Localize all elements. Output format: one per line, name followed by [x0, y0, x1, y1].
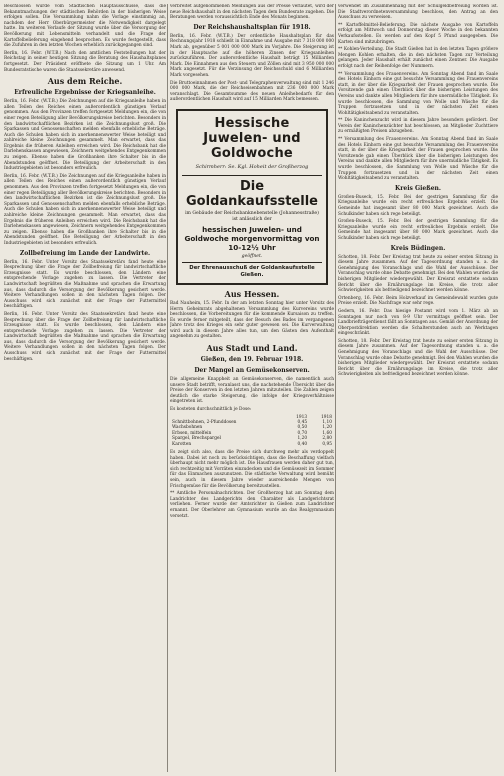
- price-table: [170, 415, 334, 447]
- table-header: 1913: [296, 414, 308, 420]
- paragraph: ** Amtliche Personalnachrichten. Der Großherzog hat am Sonntag dem Landrichter des Landgerichts den Charakter als Landgerichtsrat verliehen. Ferner wurde der Amtsrichter in Gießen zum Landrichter ernannt. Der Oberlehrer am Gymnasium wurde an das Realgymnasium versetzt.: [170, 491, 334, 519]
- table-cell: 0,45: [297, 420, 308, 426]
- paragraph: ** Kohlen-Verteilung. Die Stadt Gießen hat in den letzten Tagen größere Mengen Kohlen erhalten, die in den nächsten Tagen zur Verteilung gelangen. Jeder Haushalt erhält zunächst einen Zentner. Die Ausgabe erfolgt nach der Reihenfolge der Nummern.: [338, 47, 498, 69]
- ad-opened: geöffnet.: [241, 253, 263, 259]
- table-cell: 0,95: [322, 441, 332, 447]
- table-cell: 0,40: [297, 441, 308, 447]
- paragraph: Beschlossen wurde vom Städtischen Hauptausschusse, dass die Bekanntmachungen der städtischen Behörden in der bisherigen Weise erfolgen sollen. Die Versammlung nahm die Vorlage einstimmig an, nachdem der Herr Oberbürgermeister die Notwendigkeit dargelegt hatte. Im weiteren Verlaufe der Sitzung wurde über die Versorgung der Bevölkerung mit Lebensmitteln verhandelt und die Frage der Kartoffelbelieferung eingehend besprochen. Es wurde festgestellt, dass die Zufuhren in den letzten Wochen erheblich zurückgegangen sind.: [4, 4, 166, 49]
- paragraph: Die allgemeine Knappheit an Gemüsekonserven, die namentlich auch unsere Stadt betrifft, veranlasst uns, die nachstehende Übersicht über die Preise der Konserven in den letzten Jahren mitzuteilen. Die Zahlen zeigen deutlich die starke Steigerung, die infolge der Kriegsverhältnisse eingetreten ist.: [170, 377, 334, 405]
- paragraph: Ortenberg, 16. Febr. Beim Holzverkauf im Gemeindewald wurden gute Preise erzielt. Die Nachfrage war sehr rege.: [338, 295, 498, 307]
- paragraph: ** Die Kaninchenzucht wird in diesem Jahre besonders gefördert. Der Verein der Kaninchenzüchter hat beschlossen, an Mitglieder Zuchttiere zu ermäßigten Preisen abzugeben.: [338, 118, 498, 135]
- paragraph: Berlin, 16. Febr. (W.T.B.) Der ordentliche Haushaltsplan für das Rechnungsjahr 1918 schließt in Einnahme und Ausgabe mit 7 318 000 000 Mark ab, gegenüber 5 001 000 000 Mark im Vorjahre. Die Steigerung ist in der Hauptsache auf die höheren Zinsen der Kriegsanleihen zurückzuführen. Der außerordentliche Haushalt beträgt 15 Milliarden Mark. Die Einnahmen aus den Steuern und Zöllen sind mit 3 950 000 000 Mark angesetzt. Für die Verzinsung der Reichsschuld sind 6 Milliarden Mark vorgesehen.: [170, 33, 334, 78]
- table-cell: 1,20: [297, 436, 308, 442]
- section-heading: Aus Hessen.: [224, 288, 280, 299]
- ad-location: im Gebäude der Reichsbanknebenstelle (Johannesstraße) ist anlässlich der: [185, 210, 319, 222]
- paragraph: verwendet im Zusammenhang mit der Schulgeldbefreiung worden ist. Die Stadtverordnetenversammlung beschloss, den Antrag an den Ausschuss zu verweisen.: [338, 4, 498, 21]
- section-heading: Aus dem Reiche.: [47, 76, 123, 87]
- article-heading: Der Reichshaushaltsplan für 1918.: [193, 23, 311, 31]
- dateline: Gießen, den 19. Februar 1918.: [200, 356, 304, 364]
- table-cell: 1,20: [322, 425, 332, 431]
- table-cell: Schnittbohnen, 2-Pfunddosen: [172, 420, 237, 426]
- section-heading: Kreis Büdingen.: [390, 244, 446, 252]
- table-caption: Es kosteten durchschnittlich je Dose:: [170, 407, 252, 413]
- ad-subtitle: Schirmherr: Se. Kgl. Hoheit der Großherzog: [195, 163, 309, 170]
- paragraph: Berlin, 16. Febr. (W.T.B.) Die Zeichnungen auf die Kriegsanleihe haben in allen Teilen des Reiches einen außerordentlich günstigen Verlauf genommen. Aus den Provinzen treffen fortgesetzt Meldungen ein, die von einer regen Beteiligung aller Bevölkerungskreise berichten. Besonders in den landwirtschaftlichen Bezirken ist die Zeichnungslust groß. Die Sparkassen und Genossenschaften melden ebenfalls erhebliche Beträge. Auch die Schulen haben sich in anerkennenswerter Weise beteiligt und zahlreiche kleine Zeichnungen gesammelt. Man erwartet, dass das Ergebnis die früheren Anleihen erreichen wird. Die Reichsbank hat die Darlehenskassen angewiesen, Zeichnern weitgehendes Entgegenkommen zu zeigen. Ebenso haben die Großbanken ihre Schalter bis in die Abendstunden geöffnet. Die Beteiligung der Arbeiterschaft in den Industriegebieten ist besonders erfreulich.: [4, 99, 166, 172]
- paragraph: Berlin, 16. Febr. Unter Vorsitz des Staatssekretärs fand heute eine Besprechung über die Frage der Zollbefreiung für landwirtschaftliche Erzeugnisse statt. Es wurde beschlossen, den Ländern eine entsprechende Vorlage zugehen zu lassen. Die Vertreter der Landwirtschaft begrüßten die Maßnahme und sprachen die Erwartung aus, dass dadurch die Versorgung der Bevölkerung gesichert werde. Weitere Verhandlungen sollen in den nächsten Tagen folgen. Der Ausschuss wird sich zunächst mit der Frage der Futtermittel beschäftigen.: [4, 259, 166, 310]
- paragraph: verbreitet aufgenommenen Meldungen aus der Presse verlautet, wird der neue Reichshaushalt in den nächsten Tagen dem Bundesrate zugehen. Die Beratungen werden voraussichtlich Ende des Monats beginnen.: [170, 4, 334, 21]
- section-heading: Aus Stadt und Land.: [206, 343, 298, 354]
- table-header: 1918: [321, 414, 332, 420]
- advertisement-box: [176, 109, 328, 285]
- paragraph: Es zeigt sich also, dass die Preise sich durchweg mehr als verdoppelt haben. Dabei ist noch zu berücksichtigen, dass die Beschaffung vielfach überhaupt nicht mehr möglich ist. Die Hausfrauen werden daher gut tun, sich rechtzeitig mit Vorräten einzudecken und die Gemüsezeit im Sommer für das Einmachen auszunutzen. Die städtische Verwaltung wird bemüht sein, auch in diesem Jahre wieder ausreichende Mengen von Frischgemüse für die Bevölkerung bereitzustellen.: [170, 450, 334, 489]
- paragraph: Gedern, 16. Febr. Das hiesige Postamt wird vom 1. März ab an Sonntagen nur noch von 8-9 Uhr vormittags geöffnet sein. Der Landbriefträgerdienst fällt an Sonntagen aus. Gemäß der Anordnung der Oberpostdirektion werden die Schalterstunden auch an Werktagen eingeschränkt.: [338, 308, 498, 337]
- ad-footer: Der Ehrenausschuß der Goldankaufsstelle Gießen.: [182, 262, 322, 279]
- paragraph: Die Bruttoeinnahmen der Post- und Telegraphenverwaltung sind mit 1 246 000 000 Mark, die der Reichseisenbahnen mit 236 000 000 Mark veranschlagt. Die Gesamtsumme des neuen Anleihebedarfs für den außerordentlichen Haushalt wird auf 15 Milliarden Mark bemessen.: [170, 80, 334, 103]
- paragraph: Großen-Buseck, 15. Febr. Bei der gestrigen Sammlung für die Kriegsanleihe wurde ein recht erfreuliches Ergebnis erzielt. Die Gemeinde hat insgesamt über 80 000 Mark gezeichnet. Auch die Schulkinder haben sich rege beteiligt.: [338, 219, 498, 241]
- column-rule: [167, 4, 168, 772]
- table-cell: 1,10: [322, 420, 332, 426]
- article-heading: Der Mangel an Gemüsekonserven.: [194, 367, 310, 375]
- ad-title: Juwelen- und Goldwoche: [203, 130, 301, 161]
- table-cell: Erbsen, mittelfein: [172, 430, 212, 436]
- table-cell: Spargel, Brechspargel: [172, 436, 221, 442]
- paragraph: Großen-Buseck, 15. Febr. Bei der gestrigen Sammlung für die Kriegsanleihe wurde ein recht erfreuliches Ergebnis erzielt. Die Gemeinde hat insgesamt über 80 000 Mark gezeichnet. Auch die Schulkinder haben sich rege beteiligt.: [338, 194, 498, 217]
- paragraph: Berlin, 16. Febr. Unter Vorsitz des Staatssekretärs fand heute eine Besprechung über die Frage der Zollbefreiung für landwirtschaftliche Erzeugnisse statt. Es wurde beschlossen, den Ländern eine entsprechende Vorlage zugehen zu lassen. Die Vertreter der Landwirtschaft begrüßten die Maßnahme und sprachen die Erwartung aus, dass dadurch die Versorgung der Bevölkerung gesichert werde. Weitere Verhandlungen sollen in den nächsten Tagen folgen. Der Ausschuss wird sich zunächst mit der Frage der Futtermittel beschäftigen.: [4, 311, 166, 362]
- article-heading: Erfreuliche Ergebnisse der Kriegsanleihe.: [14, 89, 156, 97]
- table-row: [170, 442, 334, 447]
- column-2: [170, 4, 334, 772]
- column-rule: [335, 4, 336, 772]
- ad-event: hessischen Juwelen- und Goldwoche morgenvormittag von 10-12½ Uhr: [184, 224, 320, 252]
- table-cell: 0,50: [297, 425, 308, 431]
- column-3: [338, 4, 498, 772]
- ad-headline: Die Goldankaufsstelle: [182, 175, 322, 209]
- paragraph: Berlin, 16. Febr. (W.T.B.) Nach den amtlichen Feststellungen hat der Reichstag in seiner heutigen Sitzung die Beratung des Haushaltsplanes fortgesetzt. Der Präsident eröffnete die Sitzung um 1 Uhr. Am Bundesratstische waren die Staatssekretäre anwesend.: [4, 50, 166, 73]
- ad-title: Hessische: [214, 115, 290, 131]
- column-1: [4, 4, 166, 772]
- paragraph: ** Versammlung des Frauenvereins. Am Sonntag Abend fand im Saale des Hotels Einhorn eine gut besuchte Versammlung des Frauenvereins statt, in der über die Kriegsarbeit der Frauen gesprochen wurde. Die Vorsitzende gab einen Überblick über die bisherigen Leistungen des Vereins und dankte allen Mitgliedern für ihre unermüdliche Tätigkeit. Es wurde beschlossen, die Sammlung von Wolle und Wäsche für die Truppen fortzusetzen und in der nächsten Zeit einen Wohltätigkeitsabend zu veranstalten.: [338, 71, 498, 116]
- paragraph: Bad Nauheim, 15. Febr. In der am letzten Sonntag hier unter Vorsitz des Herrn Geheimrats abgehaltenen Versammlung des Kurvereins wurde beschlossen, die Vorbereitungen für die kommende Kursaison zu treffen. Es wurde ferner mitgeteilt, dass der Besuch des Bades im vergangenen Jahre trotz des Krieges ein sehr guter gewesen sei. Die Kurverwaltung wird auch in diesem Jahre alles tun, um den Gästen den Aufenthalt angenehm zu gestalten.: [170, 300, 334, 340]
- section-heading: Kreis Gießen.: [395, 184, 441, 192]
- table-cell: Wachsbohnen: [172, 425, 203, 431]
- paragraph: Schotten, 18. Febr. Der Kreistag trat heute zu seiner ersten Sitzung in diesem Jahre zusammen. Auf der Tagesordnung standen u. a. die Genehmigung des Voranschlags und die Wahl der Ausschüsse. Der Voranschlag wurde ohne Debatte genehmigt. Bei den Wahlen wurden die bisherigen Mitglieder wiedergewählt. Der Kreisrat erstattete sodann Bericht über die Ernährungslage im Kreise, die trotz aller Schwierigkeiten als befriedigend bezeichnet werden könne.: [338, 254, 498, 294]
- table-cell: Karotten: [172, 441, 192, 447]
- paragraph: Berlin, 16. Febr. (W.T.B.) Die Zeichnungen auf die Kriegsanleihe haben in allen Teilen des Reiches einen außerordentlich günstigen Verlauf genommen. Aus den Provinzen treffen fortgesetzt Meldungen ein, die von einer regen Beteiligung aller Bevölkerungskreise berichten. Besonders in den landwirtschaftlichen Bezirken ist die Zeichnungslust groß. Die Sparkassen und Genossenschaften melden ebenfalls erhebliche Beträge. Auch die Schulen haben sich in anerkennenswerter Weise beteiligt und zahlreiche kleine Zeichnungen gesammelt. Man erwartet, dass das Ergebnis die früheren Anleihen erreichen wird. Die Reichsbank hat die Darlehenskassen angewiesen, Zeichnern weitgehendes Entgegenkommen zu zeigen. Ebenso haben die Großbanken ihre Schalter bis in die Abendstunden geöffnet. Die Beteiligung der Arbeiterschaft in den Industriegebieten ist besonders erfreulich.: [4, 173, 166, 246]
- paragraph: ** Kartoffelmittel-Belieferung. Die nächste Ausgabe von Kartoffeln erfolgt am Mittwoch und Donnerstag dieser Woche in den bekannten Verkaufsstellen. Es werden auf den Kopf 5 Pfund ausgegeben. Die Karten sind mitzubringen.: [338, 22, 498, 45]
- article-heading: Zollbefreiung im Lande der Landwirte.: [19, 249, 151, 257]
- table-cell: 0,70: [297, 430, 308, 436]
- paragraph: Schotten, 18. Febr. Der Kreistag trat heute zu seiner ersten Sitzung in diesem Jahre zusammen. Auf der Tagesordnung standen u. a. die Genehmigung des Voranschlags und die Wahl der Ausschüsse. Der Voranschlag wurde ohne Debatte genehmigt. Bei den Wahlen wurden die bisherigen Mitglieder wiedergewählt. Der Kreisrat erstattete sodann Bericht über die Ernährungslage im Kreise, die trotz aller Schwierigkeiten als befriedigend bezeichnet werden könne.: [338, 338, 498, 378]
- table-cell: 2,80: [322, 436, 332, 442]
- paragraph: ** Versammlung des Frauenvereins. Am Sonntag Abend fand im Saale des Hotels Einhorn eine gut besuchte Versammlung des Frauenvereins statt, in der über die Kriegsarbeit der Frauen gesprochen wurde. Die Vorsitzende gab einen Überblick über die bisherigen Leistungen des Vereins und dankte allen Mitgliedern für ihre unermüdliche Tätigkeit. Es wurde beschlossen, die Sammlung von Wolle und Wäsche für die Truppen fortzusetzen und in der nächsten Zeit einen Wohltätigkeitsabend zu veranstalten.: [338, 137, 498, 182]
- table-cell: 1,60: [322, 430, 332, 436]
